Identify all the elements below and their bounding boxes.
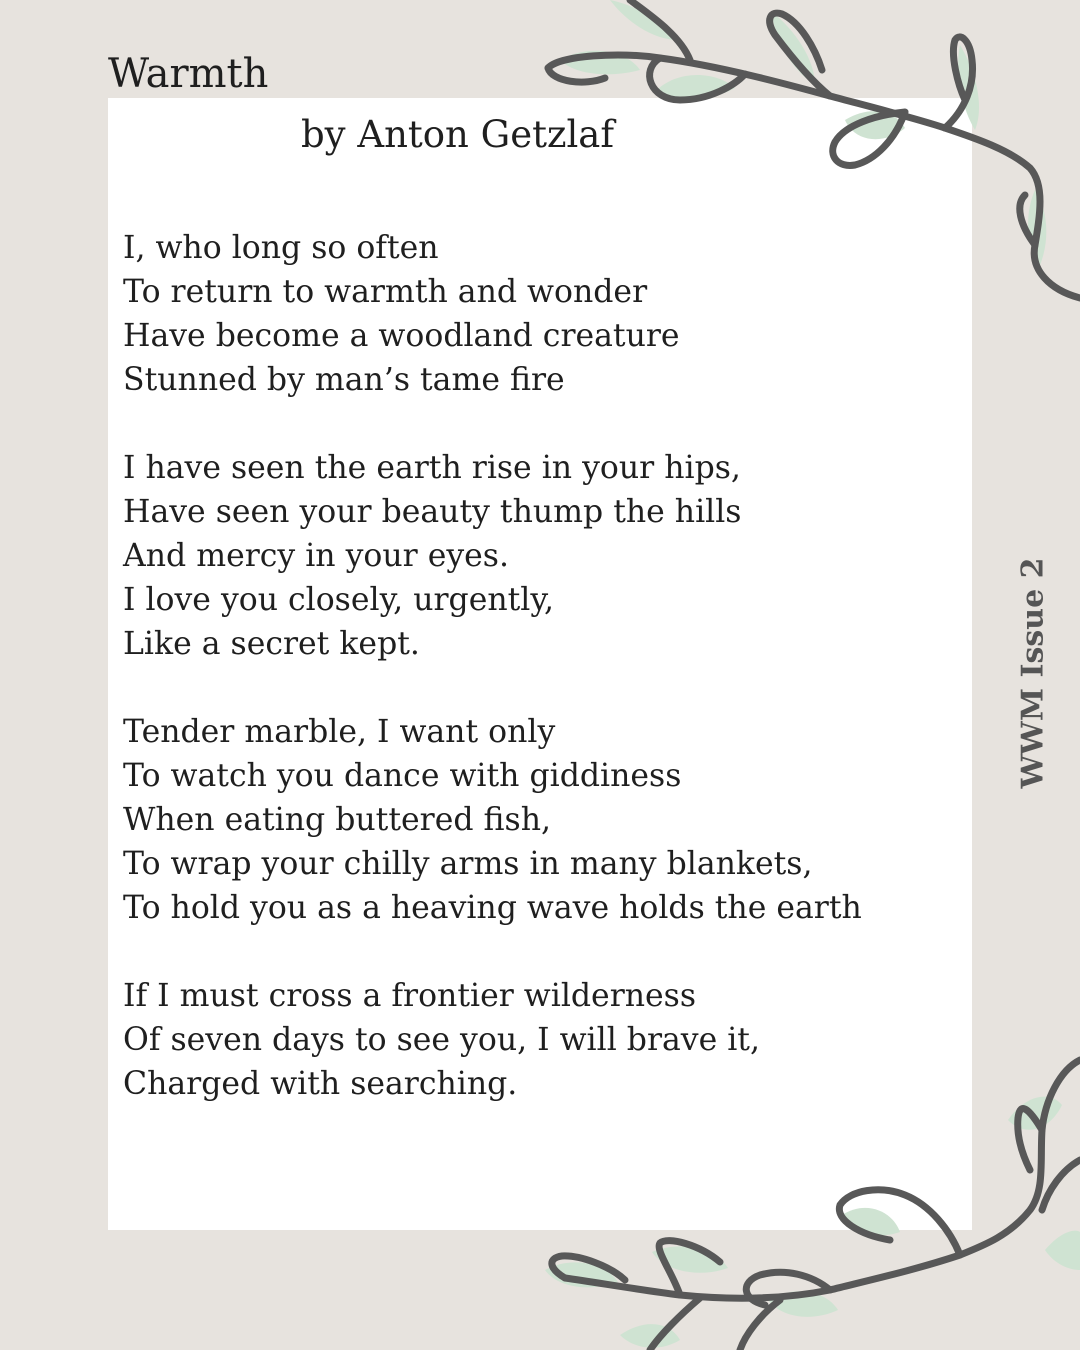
poem-byline: by Anton Getzlaf (301, 113, 615, 156)
poem-line: To return to warmth and wonder (123, 274, 648, 310)
poem-title: Warmth (108, 51, 269, 97)
poem-line: I, who long so often (123, 230, 439, 266)
poem-line: Stunned by man’s tame fire (123, 362, 565, 398)
poem-line: If I must cross a frontier wilderness (123, 978, 697, 1014)
poem-line: I love you closely, urgently, (123, 582, 555, 618)
poem-line: Charged with searching. (123, 1066, 518, 1102)
poem-body (123, 226, 953, 1150)
poem-line: Have seen your beauty thump the hills (123, 494, 742, 530)
stanza-1 (123, 226, 953, 402)
stanza-4 (123, 974, 953, 1106)
poem-line: I have seen the earth rise in your hips, (123, 450, 741, 486)
poem-line: To hold you as a heaving wave holds the earth (123, 890, 862, 926)
stanza-2 (123, 446, 953, 666)
poem-line: Like a secret kept. (123, 626, 420, 662)
poem-line: To wrap your chilly arms in many blankets, (123, 846, 813, 882)
poem-line: Tender marble, I want only (123, 714, 556, 750)
poem-line: Have become a woodland creature (123, 318, 680, 354)
issue-label: WWM Issue 2 (1015, 557, 1051, 789)
poem-line: And mercy in your eyes. (123, 538, 509, 574)
poem-line: Of seven days to see you, I will brave it, (123, 1022, 760, 1058)
stanza-3 (123, 710, 953, 930)
poem-line: To watch you dance with giddiness (123, 758, 682, 794)
poem-line: When eating buttered fish, (123, 802, 551, 838)
